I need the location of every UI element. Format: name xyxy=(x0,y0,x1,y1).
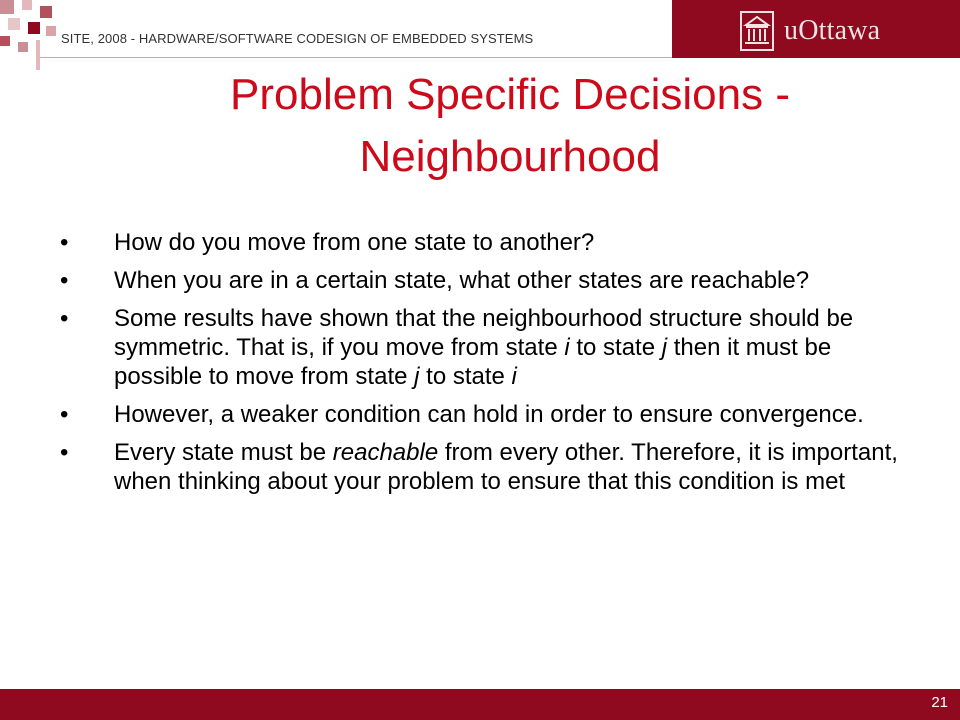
bullet-dot: • xyxy=(60,439,69,466)
bullet-text: Every state must be xyxy=(114,439,333,466)
bullet-text: from every other. Therefore, it is important, when thinking about your problem to ensure that this condition is met xyxy=(114,439,898,495)
bullet-text: However, a weaker condition can hold in order to ensure convergence. xyxy=(114,401,864,428)
bullet-text: How do you move from one state to another? xyxy=(114,229,595,256)
bullet-text: to state xyxy=(569,334,662,361)
bullet-dot: • xyxy=(60,401,69,428)
bullet-item xyxy=(60,228,920,257)
bullet-dot: • xyxy=(60,305,69,332)
logo-text: uOttawa xyxy=(784,15,881,46)
bullet-item xyxy=(60,400,920,429)
bullet-text: then it must be possible to move from state xyxy=(114,334,832,390)
bullet-dot: • xyxy=(60,229,69,256)
university-building-icon xyxy=(740,11,774,51)
footer-bar xyxy=(0,689,960,720)
bullet-item xyxy=(60,438,920,496)
bullet-text: j xyxy=(414,363,420,390)
bullet-text: i xyxy=(511,363,517,390)
bullet-text: i xyxy=(564,334,570,361)
bullet-list xyxy=(60,228,920,505)
header-divider xyxy=(40,57,672,58)
page-number: 21 xyxy=(931,694,948,711)
bullet-text: When you are in a certain state, what other states are reachable? xyxy=(114,267,810,294)
bullet-text: to state xyxy=(419,363,512,390)
uottawa-logo xyxy=(740,10,880,52)
bullet-item xyxy=(60,266,920,295)
bullet-text: j xyxy=(661,334,668,361)
bullet-item xyxy=(60,304,920,391)
bullet-dot: • xyxy=(60,267,69,294)
bullet-text: Some results have shown that the neighbourhood structure should be symmetric. That is, if you move from state xyxy=(114,305,854,361)
decorative-squares xyxy=(0,0,70,70)
bullet-text: reachable xyxy=(332,439,439,466)
slide-title: Problem Specific Decisions - Neighbourhood xyxy=(230,70,790,181)
course-label: SITE, 2008 - HARDWARE/SOFTWARE CODESIGN OF EMBEDDED SYSTEMS xyxy=(61,31,534,46)
